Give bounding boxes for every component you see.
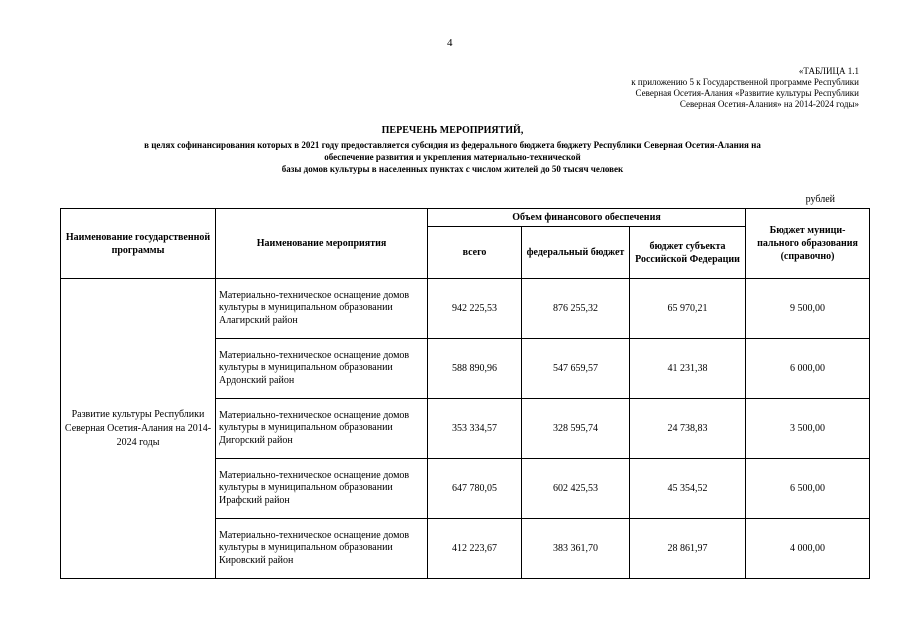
municipal-cell: 6 000,00 [746, 339, 870, 399]
annex-line: Северная Осетия-Алания» на 2014-2024 годы» [679, 99, 859, 109]
header-federal: федеральный бюджет [522, 227, 630, 279]
total-cell: 942 225,53 [428, 279, 522, 339]
annex-line: к приложению 5 к Государственной программе Республики [631, 77, 859, 87]
municipal-cell: 4 000,00 [746, 519, 870, 579]
header-subject: бюджет субъекта Российской Федерации [630, 227, 746, 279]
annex-line: «ТАБЛИЦА 1.1 [798, 66, 859, 76]
total-cell: 412 223,67 [428, 519, 522, 579]
activity-cell: Материально-техническое оснащение домов культуры в муниципальном образовании Кировский район [216, 519, 428, 579]
municipal-cell: 9 500,00 [746, 279, 870, 339]
annex-reference [529, 66, 859, 110]
federal-cell: 602 425,53 [522, 459, 630, 519]
activity-cell: Материально-техническое оснащение домов культуры в муниципальном образовании Ардонский район [216, 339, 428, 399]
subtitle-line: базы домов культуры в населенных пунктах с числом жителей до 50 тысяч человек [281, 164, 624, 174]
subtitle-line: обеспечение развития и укрепления материально-технической [324, 152, 581, 162]
subject-cell: 41 231,38 [630, 339, 746, 399]
subject-cell: 65 970,21 [630, 279, 746, 339]
annex-line: Северная Осетия-Алания «Развитие культуры Республики [635, 88, 859, 98]
federal-cell: 383 361,70 [522, 519, 630, 579]
municipal-cell: 3 500,00 [746, 399, 870, 459]
header-funding: Объем финансового обеспечения [428, 209, 746, 227]
header-program: Наименование государственной программы [61, 209, 216, 279]
document-title: ПЕРЕЧЕНЬ МЕРОПРИЯТИЙ, [381, 125, 524, 136]
municipal-cell: 6 500,00 [746, 459, 870, 519]
subject-cell: 45 354,52 [630, 459, 746, 519]
subtitle-line: в целях софинансирования которых в 2021 году предоставляется субсидия из федерального бюджета бюджету Республики Северная Осетия-Алания на [144, 140, 761, 150]
federal-cell: 876 255,32 [522, 279, 630, 339]
federal-cell: 328 595,74 [522, 399, 630, 459]
page-number: 4 [447, 37, 453, 49]
total-cell: 588 890,96 [428, 339, 522, 399]
activities-table [60, 208, 870, 579]
activity-cell: Материально-техническое оснащение домов культуры в муниципальном образовании Ирафский район [216, 459, 428, 519]
header-total: всего [428, 227, 522, 279]
document-subtitle [80, 139, 825, 175]
program-name-cell: Развитие культуры Республики Северная Осетия-Алания на 2014-2024 годы [61, 279, 216, 579]
federal-cell: 547 659,57 [522, 339, 630, 399]
activity-cell: Материально-техническое оснащение домов культуры в муниципальном образовании Дигорский район [216, 399, 428, 459]
total-cell: 647 780,05 [428, 459, 522, 519]
header-municipal: Бюджет муници-пального образования (справочно) [746, 209, 870, 279]
subject-cell: 24 738,83 [630, 399, 746, 459]
currency-unit: рублей [805, 194, 835, 205]
activity-cell: Материально-техническое оснащение домов культуры в муниципальном образовании Алагирский район [216, 279, 428, 339]
header-activity: Наименование мероприятия [216, 209, 428, 279]
table-row [61, 279, 870, 339]
subject-cell: 28 861,97 [630, 519, 746, 579]
total-cell: 353 334,57 [428, 399, 522, 459]
